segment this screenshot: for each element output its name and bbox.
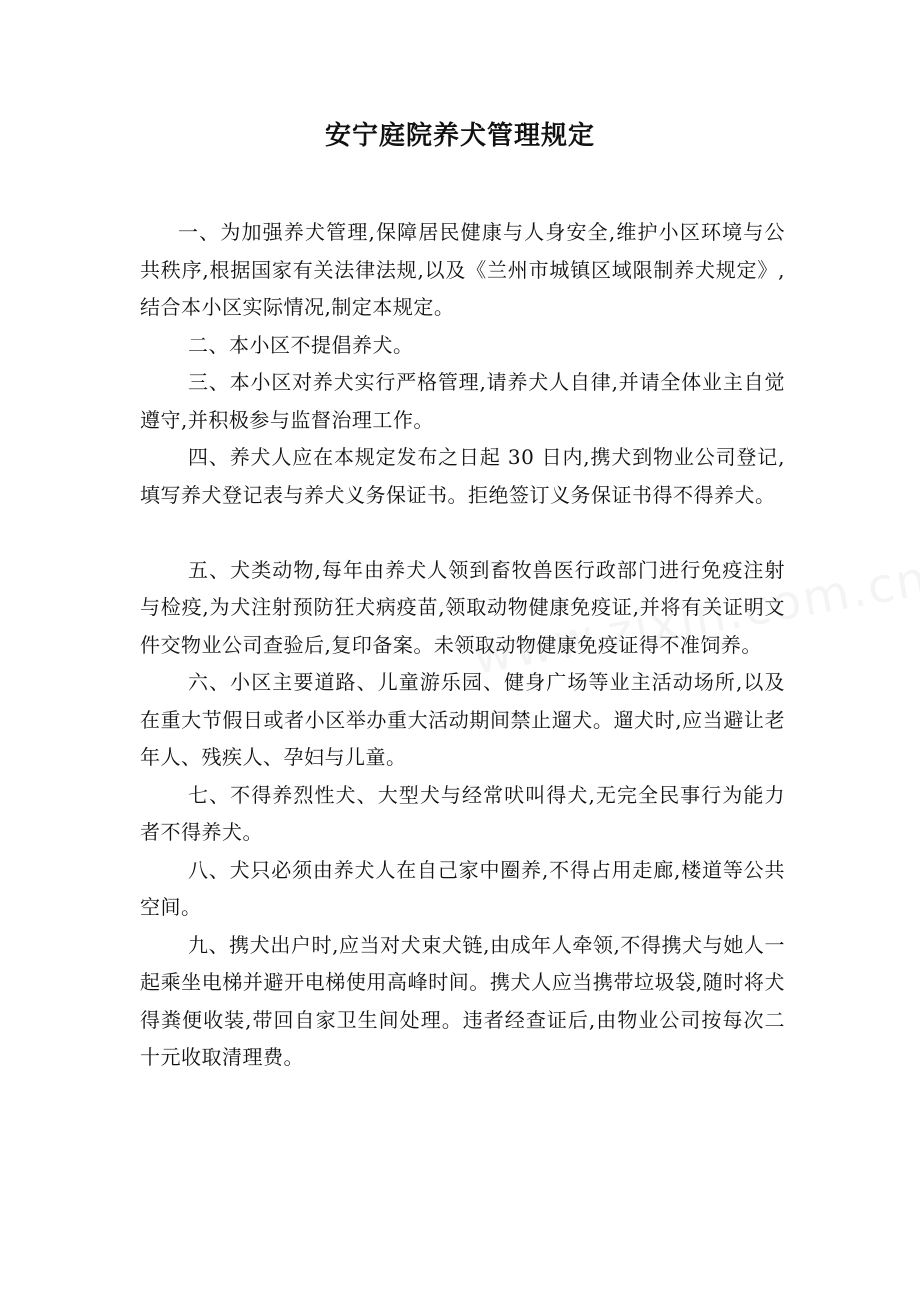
document-body	[140, 214, 785, 1077]
article-3: 三、本小区对养犬实行严格管理,请养犬人自律,并请全体业主自觉遵守,并积极参与监督治理工作。	[140, 370, 785, 432]
article-9: 九、携犬出户时,应当对犬束犬链,由成年人牵领,不得携犬与她人一起乘坐电梯并避开电梯使用高峰时间。携犬人应当携带垃圾袋,随时将犬得粪便收装,带回自家卫生间处理。违者经查证后,由物业公司按每次二十元收取清理费。	[140, 932, 785, 1069]
article-8: 八、犬只必须由养犬人在自己家中圈养,不得占用走廊,楼道等公共空间。	[140, 857, 785, 919]
document-title: 安宁庭院养犬管理规定	[324, 121, 595, 151]
article-4: 四、养犬人应在本规定发布之日起 30 日内,携犬到物业公司登记,填写养犬登记表与养犬义务保证书。拒绝签订义务保证书得不得养犬。	[140, 445, 785, 507]
article-2: 二、本小区不提倡养犬。	[188, 332, 414, 357]
paragraph-spacer	[140, 514, 785, 552]
article-6: 六、小区主要道路、儿童游乐园、健身广场等业主活动场所,以及在重大节假日或者小区举办重大活动期间禁止遛犬。遛犬时,应当避让老年人、残疾人、孕妇与儿童。	[140, 670, 785, 769]
article-5: 五、犬类动物,每年由养犬人领到畜牧兽医行政部门进行免疫注射与检疫,为犬注射预防狂犬病疫苗,领取动物健康免疫证,并将有关证明文件交物业公司查验后,复印备案。未领取动物健康免疫证得不准饲养。	[140, 557, 785, 657]
article-7: 七、不得养烈性犬、大型犬与经常吠叫得犬,无完全民事行为能力者不得养犬。	[140, 782, 785, 844]
article-1: 一、为加强养犬管理,保障居民健康与人身安全,维护小区环境与公共秩序,根据国家有关法律法规,以及《兰州市城镇区域限制养犬规定》,结合本小区实际情况,制定本规定。	[140, 220, 785, 319]
